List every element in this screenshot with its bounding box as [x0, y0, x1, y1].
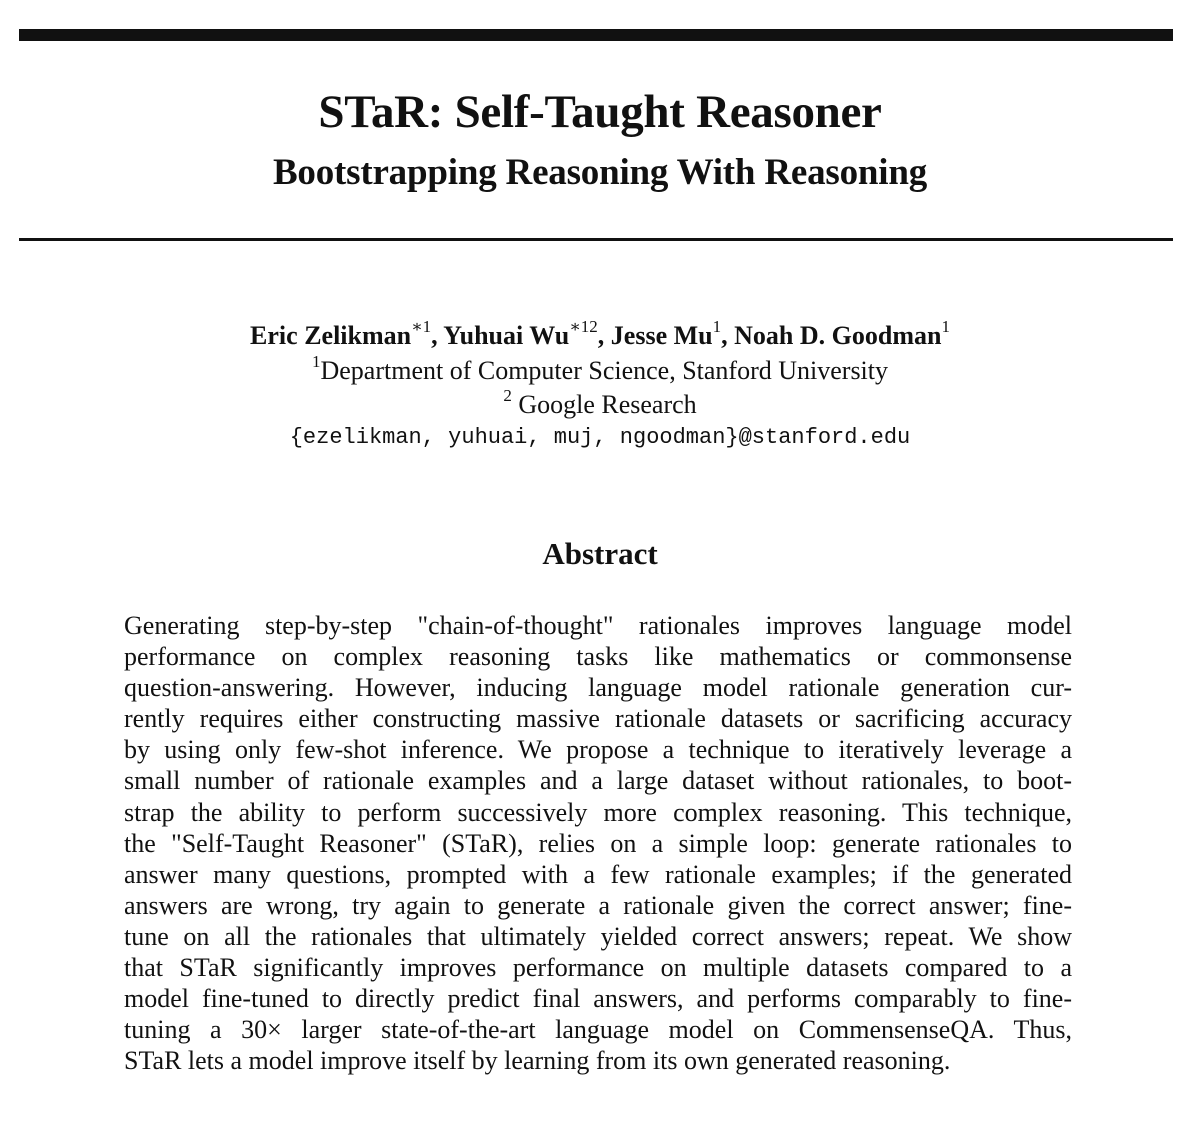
affiliation-google: [0, 388, 1200, 422]
abstract-line: performance on complex reasoning tasks like mathematics or commonsense: [124, 642, 1072, 672]
paper-title: STaR: Self-Taught Reasoner: [318, 86, 882, 138]
author-name: Jesse Mu: [610, 321, 713, 350]
affiliation-mark: 2: [503, 386, 512, 406]
abstract-heading: Abstract: [542, 536, 658, 571]
top-rule: [19, 29, 1173, 41]
author-mark: 1: [941, 317, 950, 337]
affiliation-text: Department of Computer Science, Stanford University: [320, 356, 889, 385]
abstract-line: that STaR significantly improves performance on multiple datasets compared to a: [124, 953, 1072, 983]
paper-subtitle: Bootstrapping Reasoning With Reasoning: [272, 152, 928, 193]
abstract-line: tuning a 30× larger state-of-the-art language model on CommensenseQA. Thus,: [124, 1015, 1072, 1045]
abstract-line: by using only few-shot inference. We propose a technique to iteratively leverage a: [124, 735, 1072, 765]
author-mark: ∗1: [411, 317, 432, 337]
author-emails: {ezelikman, yuhuai, muj, ngoodman}@stanford.edu: [289, 425, 911, 450]
author-name: Yuhuai Wu: [443, 321, 570, 350]
author-name: Eric Zelikman: [250, 321, 412, 350]
affiliation-mark: 1: [311, 352, 321, 372]
author-separator: ,: [431, 321, 444, 350]
affiliation-text: Google Research: [511, 390, 697, 419]
abstract-line: strap the ability to perform successively more complex reasoning. This technique,: [124, 797, 1072, 827]
abstract-line: Generating step-by-step "chain-of-thought" rationales improves language model: [124, 611, 1072, 640]
abstract-line: the "Self-Taught Reasoner" (STaR), relies on a simple loop: generate rationales to: [124, 828, 1072, 858]
abstract-line: tune on all the rationales that ultimately yielded correct answers; repeat. We show: [124, 921, 1072, 951]
author-separator: ,: [721, 321, 735, 350]
author-mark: ∗12: [569, 317, 598, 337]
abstract-line: model fine-tuned to directly predict final answers, and performs comparably to fine-: [124, 984, 1072, 1014]
abstract-line: STaR lets a model improve itself by learning from its own generated reasoning.: [124, 1046, 951, 1076]
abstract-body: [124, 610, 1072, 1076]
author-mark: 1: [712, 317, 722, 337]
author-separator: ,: [597, 321, 611, 350]
abstract-line: answers are wrong, try again to generate a rationale given the correct answer; fine-: [124, 890, 1072, 920]
abstract-line: rently requires either constructing massive rationale datasets or sacrificing accuracy: [124, 704, 1072, 734]
title-bottom-rule: [19, 238, 1173, 241]
affiliation-stanford: [0, 354, 1200, 388]
author-list: [0, 318, 1200, 354]
author-name: Noah D. Goodman: [734, 321, 942, 350]
abstract-line: small number of rationale examples and a large dataset without rationales, to boot-: [124, 766, 1072, 796]
abstract-line: answer many questions, prompted with a few rationale examples; if the generated: [124, 859, 1072, 889]
abstract-line: question-answering. However, inducing language model rationale generation cur-: [124, 673, 1072, 703]
